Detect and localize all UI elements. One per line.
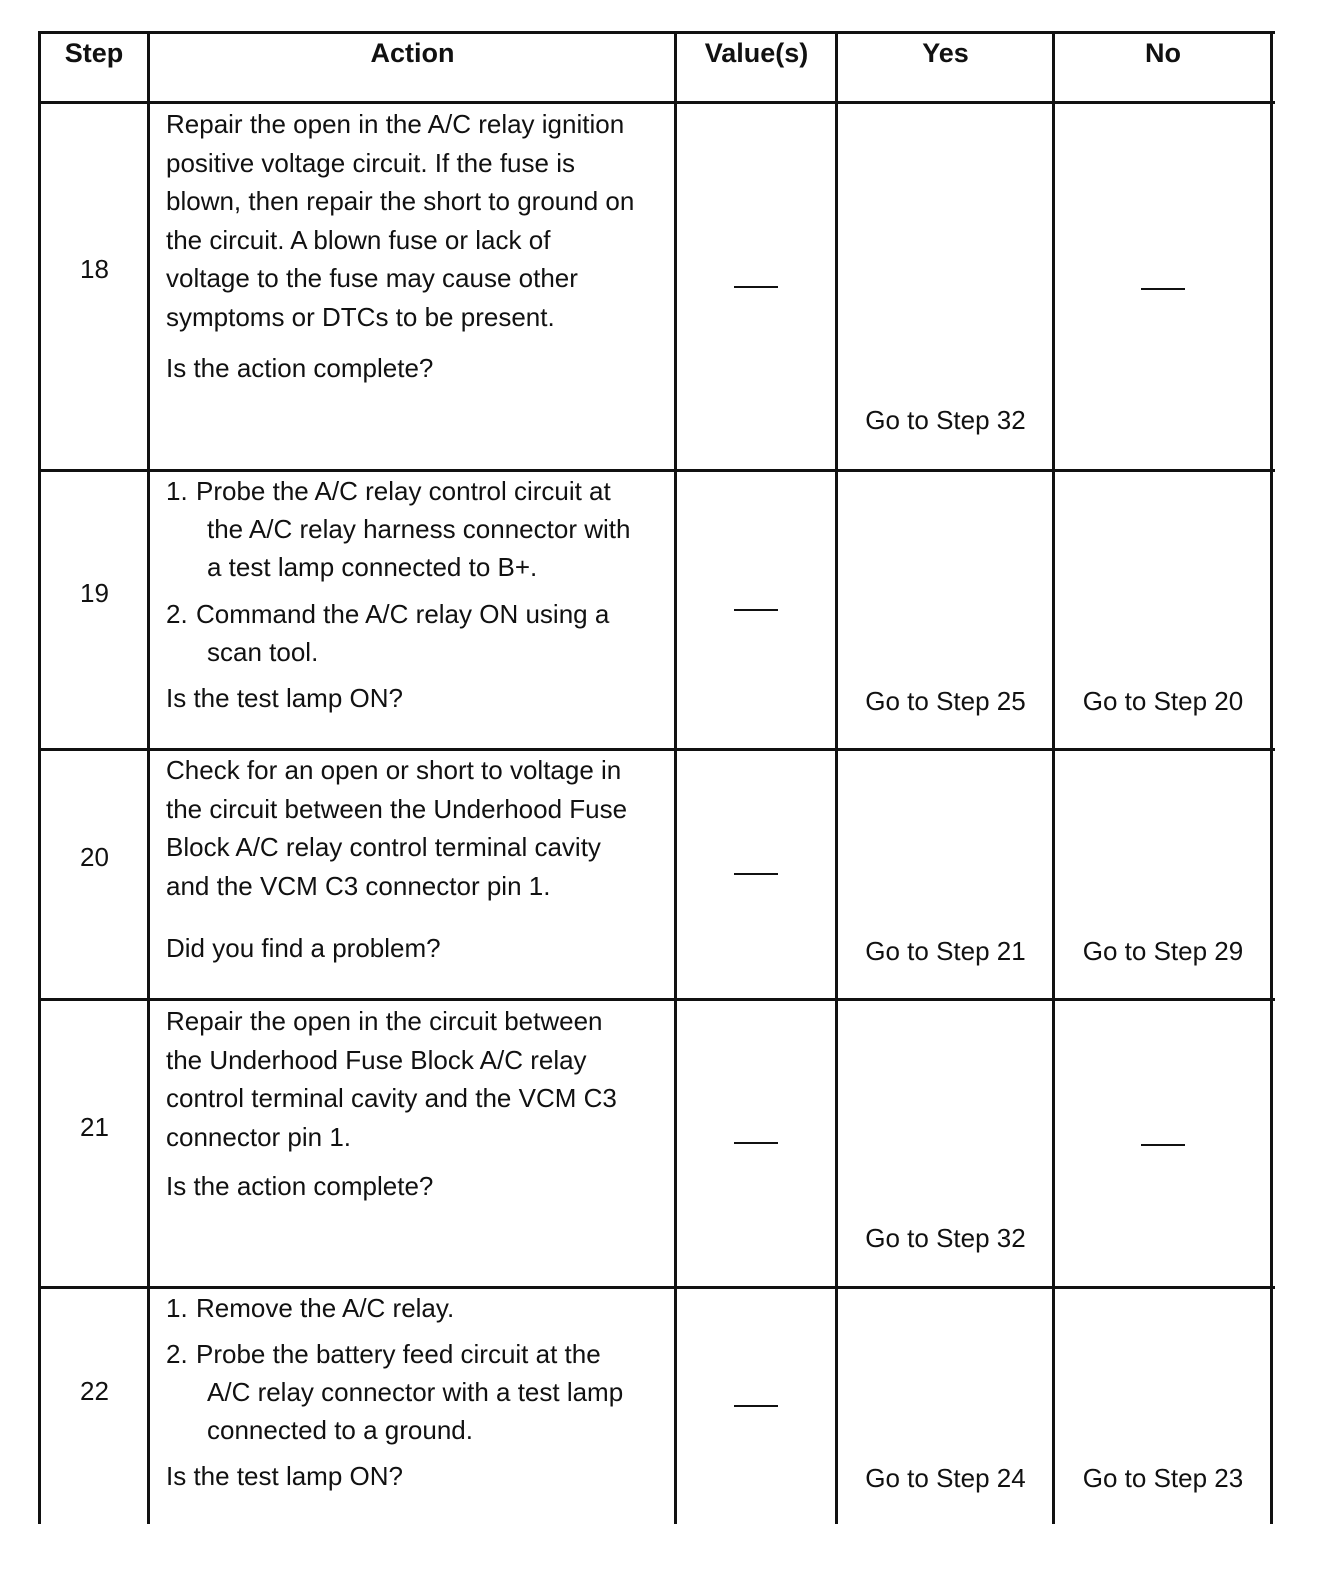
column-divider [1270,31,1273,1524]
no-goto: Go to Step 23 [1082,1463,1244,1493]
no-dash [1141,288,1185,290]
action-line: positive voltage circuit. If the fuse is [166,147,575,178]
action-line: control terminal cavity and the VCM C3 [166,1083,617,1113]
action-line: the Underhood Fuse Block A/C relay [166,1044,587,1075]
action-list-item [166,595,609,671]
item-text: Remove the A/C relay. [196,1293,455,1323]
item-continuation: connected to a ground. [207,1415,473,1445]
step-number: 18 [80,254,109,284]
action-line: and the VCM C3 connector pin 1. [166,870,551,901]
step-number: 22 [80,1376,109,1406]
action-list-item [166,1289,454,1327]
yes-goto: Go to Step 21 [865,936,1026,966]
action-text [166,1002,671,1156]
header-step: Step [64,38,124,68]
item-continuation: A/C relay connector with a test lamp [207,1377,624,1407]
item-number: 1. [166,1293,188,1323]
action-line: Repair the open in the A/C relay ignition [166,109,625,139]
header-values: Value(s) [704,38,809,68]
yes-goto: Go to Step 32 [865,405,1026,435]
item-text: Command the A/C relay ON using a [196,599,610,629]
action-list-item [166,472,630,586]
action-line: voltage to the fuse may cause other [166,263,578,293]
column-divider [1052,31,1055,1524]
value-dash [734,609,778,611]
item-text: Probe the battery feed circuit at the [196,1339,601,1369]
value-dash [734,873,778,875]
value-dash [734,286,778,288]
action-list-item [166,1335,623,1449]
action-question: Did you find a problem? [166,933,441,963]
header-no: No [1145,38,1181,68]
step-number: 19 [80,578,109,608]
item-continuation: a test lamp connected to B+. [207,552,538,582]
yes-goto: Go to Step 25 [865,686,1026,716]
header-action: Action [370,38,455,68]
step-number: 21 [80,1112,109,1142]
column-divider [674,31,677,1524]
action-line: connector pin 1. [166,1121,352,1152]
row-divider [38,998,1275,1001]
item-number: 1. [166,476,188,506]
value-dash [734,1142,778,1144]
no-dash [1141,1144,1185,1146]
value-dash [734,1405,778,1407]
header-yes: Yes [922,38,969,68]
action-line: Block A/C relay control terminal cavity [166,832,601,862]
action-line: Check for an open or short to voltage in [166,755,622,785]
action-line: symptoms or DTCs to be present. [166,301,555,332]
action-line: blown, then repair the short to ground on [166,186,635,216]
item-text: Probe the A/C relay control circuit at [196,476,611,506]
action-text [166,105,671,336]
item-continuation: scan tool. [207,637,319,667]
item-number: 2. [166,599,188,629]
step-number: 20 [80,842,109,872]
yes-goto: Go to Step 24 [865,1463,1026,1493]
action-question: Is the action complete? [166,1171,434,1201]
action-question: Is the action complete? [166,353,434,383]
item-continuation: the A/C relay harness connector with [207,514,631,544]
action-line: Repair the open in the circuit between [166,1006,603,1036]
action-line: the circuit. A blown fuse or lack of [166,224,551,255]
item-number: 2. [166,1339,188,1369]
no-goto: Go to Step 29 [1082,936,1244,966]
action-question: Is the test lamp ON? [166,683,403,713]
column-divider [835,31,838,1524]
action-question: Is the test lamp ON? [166,1461,403,1491]
action-text [166,751,671,905]
no-goto: Go to Step 20 [1082,686,1244,716]
yes-goto: Go to Step 32 [865,1223,1026,1253]
action-line: the circuit between the Underhood Fuse [166,793,628,824]
